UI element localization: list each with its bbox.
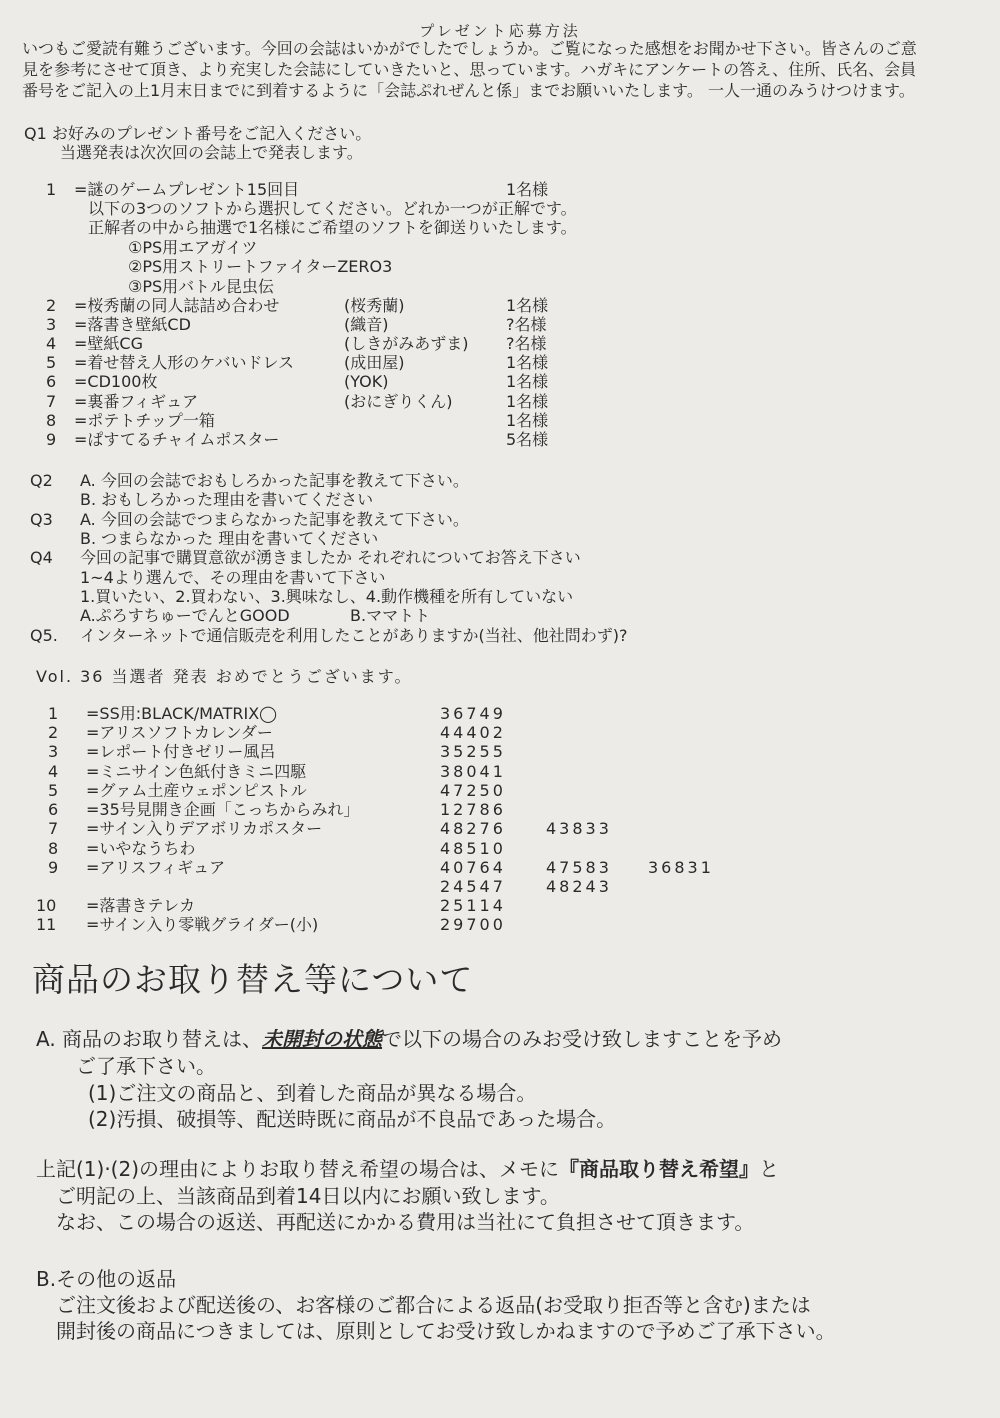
present-name: =落書き壁紙CD	[74, 315, 191, 334]
present-row	[0, 392, 1000, 411]
winner-row	[0, 781, 1000, 800]
question-row	[0, 568, 1000, 587]
winner-id: 29700	[440, 915, 506, 934]
winner-row	[0, 704, 1000, 723]
present-row	[0, 353, 1000, 372]
present-name: =ぱすてるチャイムポスター	[74, 430, 280, 449]
present-number: 3	[46, 315, 57, 334]
software-option: ③PS用バトル昆虫伝	[128, 277, 274, 296]
winner-id: 48510	[440, 839, 506, 858]
present-row	[0, 296, 1000, 315]
present-name: =裏番フィギュア	[74, 392, 199, 411]
winner-id: 36749	[440, 704, 506, 723]
present-count: 1名様	[506, 411, 549, 430]
present-number: 8	[46, 411, 57, 430]
section-title: 商品のお取り替え等について	[32, 960, 474, 999]
winner-row	[0, 839, 1000, 858]
winner-prize: =35号見開き企画「こっちからみれ」	[86, 800, 360, 819]
winner-prize: =落書きテレカ	[86, 896, 196, 915]
question-label: Q2	[30, 471, 53, 490]
winner-prize: =レポート付きゼリー風呂	[86, 742, 276, 761]
other-returns-title: B.その他の返品	[36, 1267, 177, 1291]
present-count: 1名様	[506, 180, 549, 199]
winner-row	[0, 896, 1000, 915]
winner-number: 3	[48, 742, 59, 761]
present-count: 5名様	[506, 430, 549, 449]
question-text: A.ぷろすちゅーでんとGOOD	[80, 606, 290, 625]
winner-id: 40764	[440, 858, 506, 877]
exchange-item: (1)ご注文の商品と、到着した商品が異なる場合。	[88, 1081, 537, 1105]
present-count: 1名様	[506, 372, 549, 391]
winner-id: 47583	[546, 858, 612, 877]
winner-row	[0, 723, 1000, 742]
present-number: 6	[46, 372, 57, 391]
question-text: 1.買いたい、2.買わない、3.興味なし、4.動作機種を所有していない	[80, 587, 574, 606]
other-returns-line: ご注文後および配送後の、お客様のご都合による返品(お受取り拒否等と含む)または	[56, 1293, 811, 1317]
winners-heading: Vol. 36 当選者 発表 おめでとうございます。	[36, 667, 413, 686]
question-text: B. つまらなかった 理由を書いてください	[80, 529, 379, 548]
present-donor: (しきがみあずま)	[344, 334, 469, 353]
present-count: ?名様	[506, 315, 547, 334]
present-row	[0, 430, 1000, 449]
winner-id: 25114	[440, 896, 506, 915]
present-row	[0, 372, 1000, 391]
exchange-paragraph-line: なお、この場合の返送、再配送にかかる費用は当社にて負担させて頂きます。	[56, 1210, 755, 1234]
present-donor: (織音)	[344, 315, 389, 334]
winner-id: 44402	[440, 723, 506, 742]
present-row	[0, 180, 1000, 199]
winner-number: 7	[48, 819, 59, 838]
present-number: 2	[46, 296, 57, 315]
software-option: ②PS用ストリートファイターZERO3	[128, 257, 393, 276]
winner-id: 12786	[440, 800, 506, 819]
present-name: =謎のゲームプレゼント15回目	[74, 180, 300, 199]
present-count: ?名様	[506, 334, 547, 353]
present-name: =壁紙CG	[74, 334, 143, 353]
intro-paragraph	[22, 38, 982, 101]
exchange-text: 上記(1)·(2)の理由によりお取り替え希望の場合は、メモに	[36, 1157, 560, 1181]
present-row	[0, 334, 1000, 353]
present-description: 正解者の中から抽選で1名様にご希望のソフトを御送りいたします。	[88, 218, 577, 237]
present-number: 9	[46, 430, 57, 449]
question-text: B. おもしろかった理由を書いてください	[80, 490, 374, 509]
present-count: 1名様	[506, 392, 549, 411]
q1-heading: Q1 お好みのプレゼント番号をご記入ください。	[24, 124, 372, 143]
winner-id: 47250	[440, 781, 506, 800]
exchange-paragraph-line	[36, 1156, 779, 1182]
winner-prize: =サイン入り零戦グライダー(小)	[86, 915, 319, 934]
question-row	[0, 529, 1000, 548]
question-row	[0, 606, 1000, 625]
present-donor: (桜秀蘭)	[344, 296, 405, 315]
winner-row	[0, 742, 1000, 761]
present-donor: (YOK)	[344, 372, 389, 391]
question-label: Q4	[30, 548, 53, 567]
present-count: 1名様	[506, 296, 549, 315]
winner-id: 36831	[648, 858, 714, 877]
winner-row	[0, 819, 1000, 838]
winner-id: 48276	[440, 819, 506, 838]
winner-prize: =ミニサイン色紙付きミニ四駆	[86, 762, 307, 781]
present-number: 5	[46, 353, 57, 372]
winner-number: 9	[48, 858, 59, 877]
question-row	[0, 626, 1000, 645]
question-row	[0, 490, 1000, 509]
present-row	[0, 315, 1000, 334]
winner-id: 43833	[546, 819, 612, 838]
present-number: 1	[46, 180, 57, 199]
question-text: インターネットで通信販売を利用したことがありますか(当社、他社問わず)?	[80, 626, 628, 645]
winner-row	[0, 858, 1000, 877]
question-text: A. 今回の会誌でつまらなかった記事を教えて下さい。	[80, 510, 469, 529]
exchange-a-text: で以下の場合のみお受け致しますことを予め	[382, 1027, 783, 1051]
present-description: 以下の3つのソフトから選択してください。どれか一つが正解です。	[88, 199, 577, 218]
winner-prize: =アリスソフトカレンダー	[86, 723, 273, 742]
winner-row	[0, 877, 1000, 896]
question-row	[0, 587, 1000, 606]
winner-id: 48243	[546, 877, 612, 896]
question-text: B.ママトト	[350, 606, 431, 625]
exchange-emphasis: 未開封の状態	[262, 1027, 383, 1051]
winner-number: 4	[48, 762, 59, 781]
present-donor: (おにぎりくん)	[344, 392, 453, 411]
page-title: プレゼント応募方法	[419, 22, 581, 40]
winner-number: 1	[48, 704, 59, 723]
intro-line: いつもご愛読有難うございます。今回の会誌はいかがでしたでしょうか。ご覧になった感想をお聞かせ下さい。皆さんのご意	[22, 39, 917, 58]
intro-line: 見を参考にさせて頂き、より充実した会誌にしていきたいと、思っています。ハガキにアンケートの答え、住所、氏名、会員	[22, 60, 917, 79]
winner-prize: =グァム土産ウェポンピストル	[86, 781, 307, 800]
winner-id: 35255	[440, 742, 506, 761]
winner-number: 11	[36, 915, 57, 934]
other-returns-line: 開封後の商品につきましては、原則としてお受け致しかねますので予めご了承下さい。	[56, 1319, 836, 1343]
present-name: =着せ替え人形のケバいドレス	[74, 353, 294, 372]
winner-number: 10	[36, 896, 57, 915]
winner-id: 24547	[440, 877, 506, 896]
winner-prize: =SS用:BLACK/MATRIX◯	[86, 704, 278, 723]
exchange-emphasis: 『商品取り替え希望』	[559, 1157, 760, 1181]
present-row	[0, 411, 1000, 430]
present-number: 4	[46, 334, 57, 353]
present-name: =ポテトチップ一箱	[74, 411, 215, 430]
question-row	[0, 548, 1000, 567]
winner-prize: =いやなうちわ	[86, 839, 196, 858]
winner-prize: =アリスフィギュア	[86, 858, 226, 877]
winner-id: 38041	[440, 762, 506, 781]
winner-row	[0, 915, 1000, 934]
question-text: A. 今回の会誌でおもしろかった記事を教えて下さい。	[80, 471, 469, 490]
present-count: 1名様	[506, 353, 549, 372]
question-row	[0, 510, 1000, 529]
q1-note: 当選発表は次次回の会誌上で発表します。	[60, 143, 363, 162]
present-name: =CD100枚	[74, 372, 158, 391]
exchange-text: と	[759, 1157, 780, 1181]
question-label: Q3	[30, 510, 53, 529]
exchange-a-text: A. 商品のお取り替えは、	[36, 1027, 263, 1051]
exchange-item: (2)汚損、破損等、配送時既に商品が不良品であった場合。	[88, 1107, 617, 1131]
present-name: =桜秀蘭の同人誌詰め合わせ	[74, 296, 280, 315]
present-donor: (成田屋)	[344, 353, 405, 372]
exchange-a-line: ご了承下さい。	[76, 1054, 216, 1078]
winner-number: 8	[48, 839, 59, 858]
winner-prize: =サイン入りデアボリカポスター	[86, 819, 323, 838]
exchange-a-line	[36, 1026, 782, 1052]
winner-number: 5	[48, 781, 59, 800]
question-text: 今回の記事で購買意欲が湧きましたか それぞれについてお答え下さい	[80, 548, 581, 567]
winner-number: 2	[48, 723, 59, 742]
present-number: 7	[46, 392, 57, 411]
winner-number: 6	[48, 800, 59, 819]
exchange-paragraph-line: ご明記の上、当該商品到着14日以内にお願い致します。	[56, 1184, 560, 1208]
winner-row	[0, 762, 1000, 781]
question-row	[0, 471, 1000, 490]
question-text: 1~4より選んで、その理由を書いて下さい	[80, 568, 386, 587]
question-label: Q5.	[30, 626, 58, 645]
software-option: ①PS用エアガイツ	[128, 238, 258, 257]
intro-line: 番号をご記入の上1月末日までに到着するように「会誌ぷれぜんと係」までお願いいたします。 一人一通のみうけつけます。	[22, 81, 915, 100]
winner-row	[0, 800, 1000, 819]
